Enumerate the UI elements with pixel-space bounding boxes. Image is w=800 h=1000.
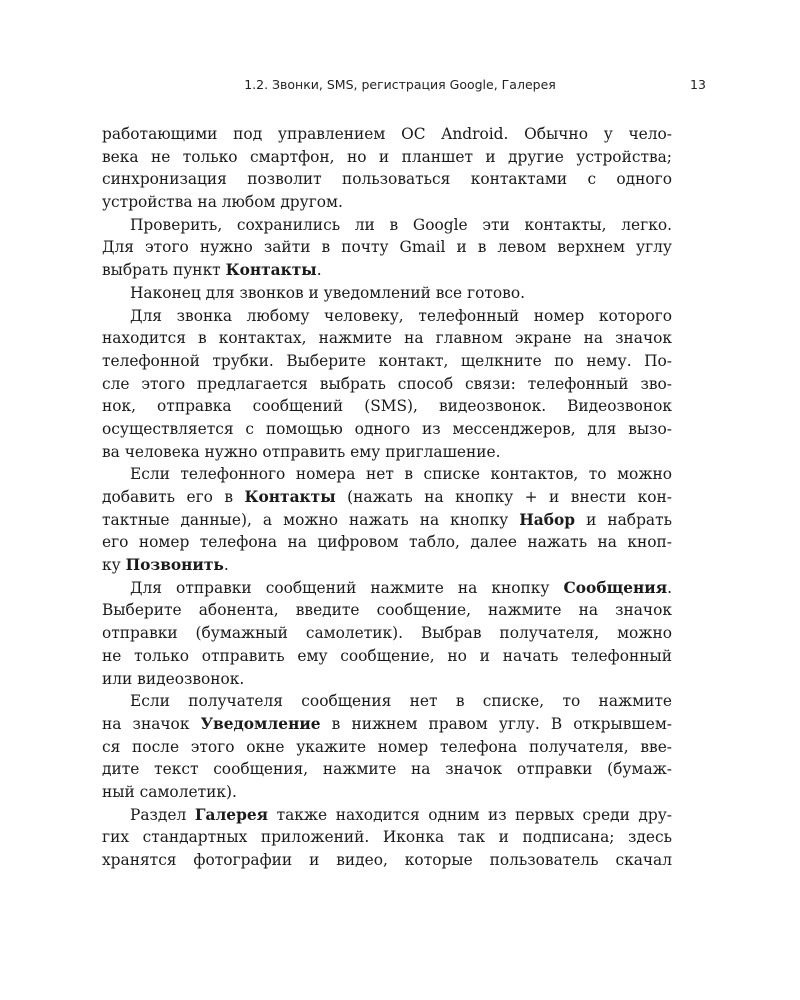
paragraph: [102, 804, 672, 872]
text-line: Раздел Галерея также находится одним из первых среди дру-: [130, 805, 672, 824]
paragraph: [102, 282, 672, 305]
text-line: сле этого предлагается выбрать способ связи: телефонный зво-: [102, 374, 672, 393]
text-line: тактные данные), а можно нажать на кнопку Набор и набрать: [102, 510, 672, 529]
text-line: добавить его в Контакты (нажать на кнопку + и внести кон-: [102, 488, 673, 506]
text-line: ный самолетик).: [102, 782, 237, 801]
text-line: Выберите абонента, введите сообщение, нажмите на значок: [102, 601, 672, 620]
text-line: Для этого нужно зайти в почту Gmail и в левом верхнем углу: [102, 238, 672, 257]
bold-term: Позвонить: [125, 556, 224, 575]
text-line: Для отправки сообщений нажмите на кнопку Сообщения.: [130, 578, 672, 597]
text-line: Если получателя сообщения нет в списке, то нажмите: [130, 692, 672, 711]
bold-term: Контакты: [225, 261, 317, 280]
body-text: [102, 123, 672, 872]
text-line: ва человека нужно отправить ему приглашение.: [102, 442, 501, 461]
text-line: гих стандартных приложений. Иконка так и подписана; здесь: [102, 828, 672, 847]
text-line: дите текст сообщения, нажмите на значок отправки (бумаж-: [102, 760, 672, 779]
text-line: работающими под управлением ОС Android. Обычно у чело-: [102, 125, 672, 143]
text-line: находится в контактах, нажмите на главном экране на значок: [102, 329, 672, 348]
paragraph: [102, 577, 672, 690]
text-line: выбрать пункт Контакты.: [102, 261, 322, 280]
paragraph: [102, 690, 672, 803]
bold-term: Набор: [519, 510, 576, 529]
text-line: ку Позвонить.: [102, 556, 229, 575]
text-line: нок, отправка сообщений (SMS), видеозвонок. Видеозвонок: [102, 397, 672, 416]
text-line: Проверить, сохранились ли в Google эти контакты, легко.: [130, 215, 672, 234]
text-line: хранятся фотографии и видео, которые пользователь скачал: [102, 851, 672, 869]
paragraph: [102, 463, 672, 576]
text-line: века не только смартфон, но и планшет и другие устройства;: [102, 147, 672, 166]
bold-term: Уведомление: [200, 714, 321, 733]
paragraph: [102, 214, 672, 282]
bold-term: Сообщения: [563, 578, 668, 597]
bold-term: Контакты: [244, 488, 336, 506]
text-line: телефонной трубки. Выберите контакт, щелкните по нему. По-: [102, 351, 672, 370]
text-line: устройства на любом другом.: [102, 193, 343, 212]
text-line: его номер телефона на цифровом табло, далее нажать на кноп-: [102, 533, 672, 552]
text-line: синхронизация позволит пользоваться контактами с одного: [102, 170, 672, 189]
page-header: [0, 77, 800, 97]
text-line: Если телефонного номера нет в списке контактов, то можно: [130, 465, 672, 484]
paragraph: [102, 123, 672, 214]
text-line: Наконец для звонков и уведомлений все готово.: [130, 283, 525, 302]
running-title: 1.2. Звонки, SMS, регистрация Google, Галерея: [244, 77, 556, 92]
text-line: не только отправить ему сообщение, но и начать телефонный: [102, 646, 672, 665]
text-line: на значок Уведомление в нижнем правом углу. В открывшем-: [102, 714, 672, 733]
text-line: Для звонка любому человеку, телефонный номер которого: [130, 306, 672, 325]
text-line: отправки (бумажный самолетик). Выбрав получателя, можно: [102, 624, 672, 643]
text-line: или видеозвонок.: [102, 669, 245, 688]
text-line: осуществляется с помощью одного из мессенджеров, для вызо-: [102, 419, 672, 438]
page-number: 13: [690, 77, 706, 92]
paragraph: [102, 305, 672, 464]
bold-term: Галерея: [194, 805, 269, 824]
text-line: ся после этого окне укажите номер телефона получателя, вве-: [102, 737, 672, 756]
